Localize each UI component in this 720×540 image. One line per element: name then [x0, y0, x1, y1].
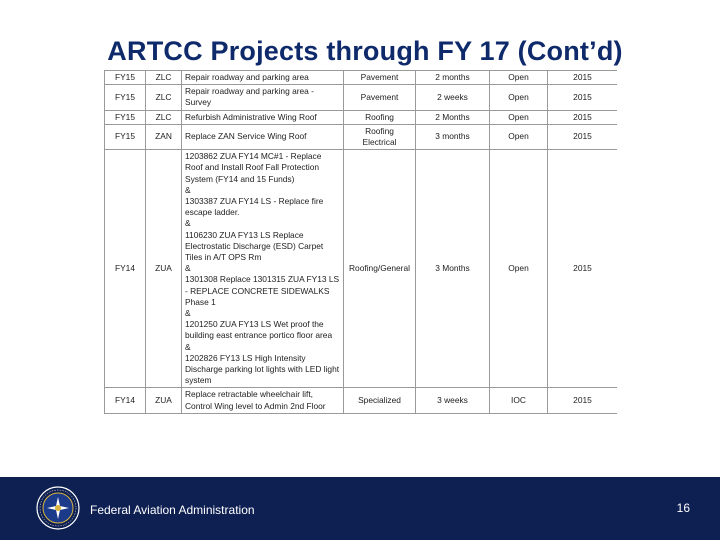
status-cell: IOC — [490, 388, 548, 413]
year-cell: 2015 — [548, 124, 618, 149]
year-cell: 2015 — [548, 71, 618, 85]
description-cell: Repair roadway and parking area — [182, 71, 344, 85]
fy-cell: FY15 — [105, 110, 146, 124]
status-cell: Open — [490, 71, 548, 85]
table-row — [105, 150, 618, 388]
year-cell: 2015 — [548, 388, 618, 413]
description-cell: Replace ZAN Service Wing Roof — [182, 124, 344, 149]
location-cell: ZUA — [146, 150, 182, 388]
duration-cell: 2 Months — [416, 110, 490, 124]
location-cell: ZLC — [146, 110, 182, 124]
page-number: 16 — [676, 501, 690, 515]
projects-table — [104, 70, 617, 414]
description-cell: Repair roadway and parking area - Survey — [182, 85, 344, 110]
type-cell: Pavement — [344, 85, 416, 110]
duration-cell: 2 weeks — [416, 85, 490, 110]
year-cell: 2015 — [548, 110, 618, 124]
location-cell: ZLC — [146, 85, 182, 110]
status-cell: Open — [490, 124, 548, 149]
footer-bar — [0, 477, 720, 540]
footer-agency-name: Federal Aviation Administration — [90, 503, 255, 517]
table-row — [105, 71, 618, 85]
projects-table-image — [104, 70, 617, 470]
status-cell: Open — [490, 150, 548, 388]
duration-cell: 3 months — [416, 124, 490, 149]
fy-cell: FY15 — [105, 124, 146, 149]
duration-cell: 3 Months — [416, 150, 490, 388]
table-row — [105, 124, 618, 149]
faa-seal-icon — [36, 486, 80, 530]
slide-title: ARTCC Projects through FY 17 (Cont’d) — [107, 36, 623, 66]
duration-cell: 2 months — [416, 71, 490, 85]
duration-cell: 3 weeks — [416, 388, 490, 413]
location-cell: ZUA — [146, 388, 182, 413]
year-cell: 2015 — [548, 85, 618, 110]
type-cell: Roofing — [344, 110, 416, 124]
type-cell: Roofing/General — [344, 150, 416, 388]
table-row — [105, 85, 618, 110]
location-cell: ZLC — [146, 71, 182, 85]
type-cell: Pavement — [344, 71, 416, 85]
type-cell: Specialized — [344, 388, 416, 413]
table-row — [105, 388, 618, 413]
location-cell: ZAN — [146, 124, 182, 149]
type-cell: Roofing Electrical — [344, 124, 416, 149]
fy-cell: FY15 — [105, 85, 146, 110]
description-cell: 1203862 ZUA FY14 MC#1 - Replace Roof and Install Roof Fall Protection System (FY14 and 15 Funds) & 1303387 ZUA FY14 LS - Replace fire escape ladder. & 1106230 ZUA FY13 LS Replace Electrostatic Discharge (ESD) Carpet Tiles in A/T OPS Rm & 1301308 Replace 1301315 ZUA FY13 LS - REPLACE CONCRETE SIDEWALKS Phase 1 & 1201250 ZUA FY13 LS Wet proof the building east entrance portico floor area & 1202826 FY13 LS High Intensity Discharge parking lot lights with LED light system — [182, 150, 344, 388]
description-cell: Refurbish Administrative Wing Roof — [182, 110, 344, 124]
year-cell: 2015 — [548, 150, 618, 388]
table-row — [105, 110, 618, 124]
status-cell: Open — [490, 110, 548, 124]
description-cell: Replace retractable wheelchair lift, Control Wing level to Admin 2nd Floor — [182, 388, 344, 413]
fy-cell: FY14 — [105, 150, 146, 388]
fy-cell: FY14 — [105, 388, 146, 413]
status-cell: Open — [490, 85, 548, 110]
fy-cell: FY15 — [105, 71, 146, 85]
